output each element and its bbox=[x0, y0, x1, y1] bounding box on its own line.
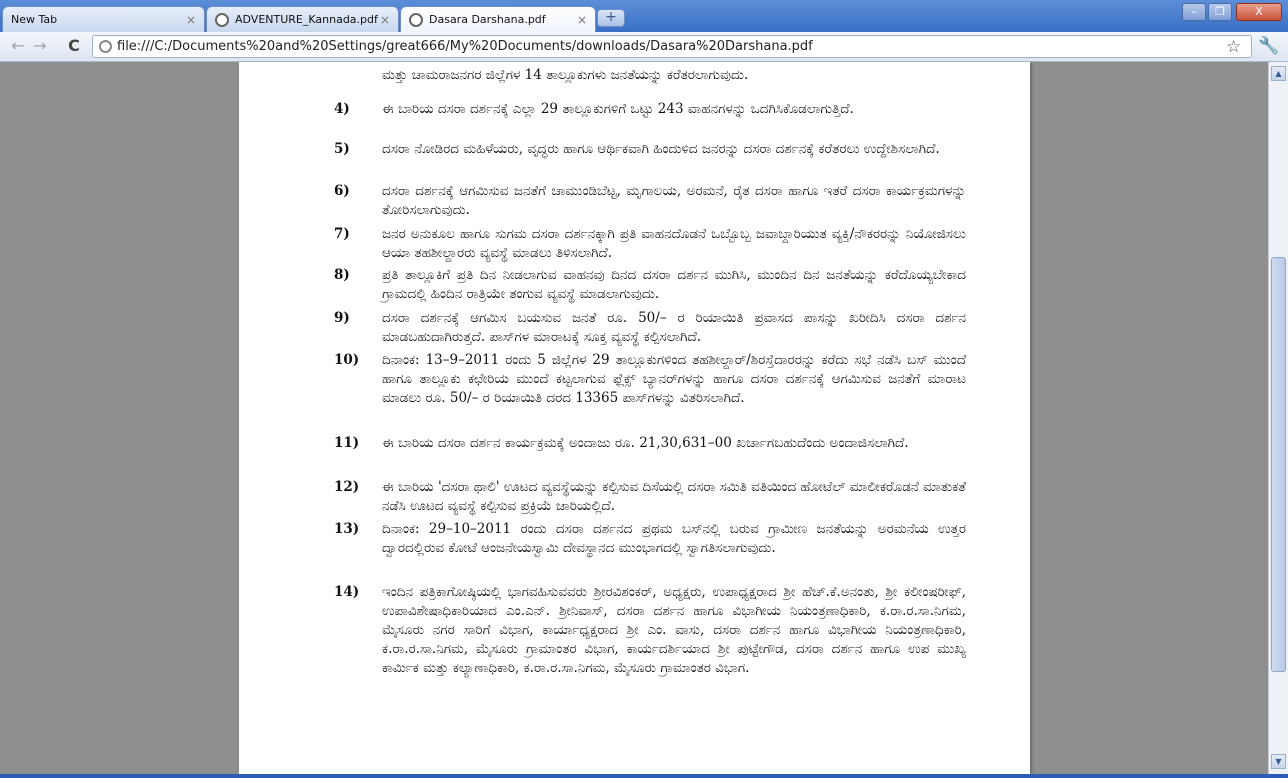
item-text: ಪ್ರತಿ ತಾಲ್ಲೂಕಿಗೆ ಪ್ರತಿ ದಿನ ನೀಡಲಾಗುವ ವಾಹನವು ದಿನದ ದಸರಾ ದರ್ಶನ ಮುಗಿಸಿ, ಮುಂದಿನ ದಿನ ಜನತೆಯನ್ನು ಕರೆದೊಯ್ಯಬೇಕಾದ ಗ್ರಾಮದಲ್ಲಿ ಹಿಂದಿನ ರಾತ್ರಿಯೇ ತಂಗುವ ವ್ಯವಸ್ಥೆ ಮಾಡಲಾಗುವುದು. bbox=[382, 267, 966, 302]
reload-icon[interactable]: C bbox=[68, 36, 80, 55]
item-text: ಈ ಬಾರಿಯ ದಸರಾ ದರ್ಶನ ಕಾರ್ಯಕ್ರಮಕ್ಕೆ ಅಂದಾಜು ರೂ. 21,30,631–00 ಖರ್ಚಾಗಬಹುದೆಂದು ಅಂದಾಜಿಸಲಾಗಿದೆ. bbox=[382, 435, 909, 451]
toolbar bbox=[0, 32, 1288, 62]
scroll-down-icon[interactable]: ▼ bbox=[1271, 754, 1286, 769]
star-icon[interactable]: ☆ bbox=[1226, 37, 1242, 57]
tab-label: ADVENTURE_Kannada.pdf bbox=[235, 13, 378, 26]
forward-icon[interactable]: → bbox=[33, 36, 47, 55]
wrench-icon[interactable]: 🔧 bbox=[1258, 36, 1280, 56]
back-icon[interactable]: ← bbox=[11, 36, 25, 55]
maximize-button[interactable]: ❐ bbox=[1208, 3, 1232, 21]
pdf-page bbox=[239, 62, 1030, 774]
tab-dasara-darshana[interactable] bbox=[400, 6, 596, 32]
address-bar[interactable] bbox=[92, 35, 1252, 58]
tab-adventure-kannada[interactable] bbox=[206, 6, 399, 32]
item-text: ದಿನಾಂಕ: 29–10–2011 ರಂದು ದಸರಾ ದರ್ಶನದ ಪ್ರಥಮ ಬಸ್‌ನಲ್ಲಿ ಬರುವ ಗ್ರಾಮೀಣ ಜನತೆಯನ್ನು ಅರಮನೆಯ ಉತ್ತರ ದ್ವಾರದಲ್ಲಿರುವ ಕೋಟೆ ಆಂಜನೇಯಸ್ವಾಮಿ ದೇವಸ್ಥಾನದ ಮುಂಭಾಗದಲ್ಲಿ ಸ್ವಾಗತಿಸಲಾಗುವುದು. bbox=[382, 521, 966, 556]
tab-label: New Tab bbox=[11, 13, 58, 26]
item-text: ದಸರಾ ದರ್ಶನಕ್ಕೆ ಆಗಮಿಸುವ ಜನತೆಗೆ ಚಾಮುಂಡಿಬೆಟ್ಟ, ಮೃಗಾಲಯ, ಅರಮನೆ, ರೈತ ದಸರಾ ಹಾಗೂ ಇತರೆ ದಸರಾ ಕಾರ್ಯಕ್ರಮಗಳನ್ನು ತೋರಿಸಲಾಗುವುದು. bbox=[382, 183, 966, 218]
new-tab-button[interactable]: + bbox=[597, 9, 625, 27]
tab-close-icon[interactable]: × bbox=[576, 13, 587, 27]
item-text: ಇಂದಿನ ಪತ್ರಿಕಾಗೋಷ್ಠಿಯಲ್ಲಿ ಭಾಗವಹಿಸುವವರು ಶ್ರೀರವಿಶಂಕರ್, ಅಧ್ಯಕ್ಷರು, ಉಪಾಧ್ಯಕ್ಷರಾದ ಶ್ರೀ ಹೆಚ್.ಕೆ.ಅನಂತು, ಶ್ರೀ ಕಲೀಂಷರೀಫ್, ಉಪಾವಿಶೇಷಾಧಿಕಾರಿಯಾದ ಎಂ.ಎನ್. ಶ್ರೀನಿವಾಸ್, ದಸರಾ ದರ್ಶನ ಹಾಗೂ ವಿಭಾಗೀಯ ನಿಯಂತ್ರಣಾಧಿಕಾರಿ, ಕ.ರಾ.ರ.ಸಾ.ನಿಗಮ, ಮೈಸೂರು ನಗರ ಸಾರಿಗೆ ವಿಭಾಗ, ಕಾರ್ಯಾಧ್ಯಕ್ಷರಾದ ಶ್ರೀ ಎಂ. ವಾಸು, ದಸರಾ ದರ್ಶನ ಹಾಗೂ ವಿಭಾಗೀಯ ನಿಯಂತ್ರಣಾಧಿಕಾರಿ, ಕ.ರಾ.ರ.ಸಾ.ನಿಗಮ, ಮೈಸೂರು ಗ್ರಾಮಾಂತರ ವಿಭಾಗ, ಕಾರ್ಯದರ್ಶಿಯಾದ ಶ್ರೀ ಪುಟ್ಟೇಗೌಡ, ದಸರಾ ದರ್ಶನ ಹಾಗೂ ಉಪ ಮುಖ್ಯ ಕಾರ್ಮಿಕ ಮತ್ತು ಕಲ್ಯಾಣಾಧಿಕಾರಿ, ಕ.ರಾ.ರ.ಸಾ.ನಿಗಮ, ಮೈಸೂರು ಗ್ರಾಮಾಂತರ ವಿಭಾಗ. bbox=[382, 584, 966, 676]
item-text: ದಸರಾ ನೋಡಿರದ ಮಹಿಳೆಯರು, ವೃದ್ಧರು ಹಾಗೂ ಆರ್ಥಿಕವಾಗಿ ಹಿಂದುಳಿದ ಜನರನ್ನು ದಸರಾ ದರ್ಶನಕ್ಕೆ ಕರೆತರಲು ಉದ್ದೇಶಿಸಲಾಗಿದೆ. bbox=[382, 141, 940, 157]
url-text: file:///C:/Documents%20and%20Settings/great666/My%20Documents/downloads/Dasara%20Darshana.pdf bbox=[117, 39, 813, 54]
item-number: 9) bbox=[334, 310, 350, 326]
vertical-scrollbar[interactable] bbox=[1268, 62, 1288, 774]
item-number: 13) bbox=[334, 521, 360, 537]
item-text: ದಸರಾ ದರ್ಶನಕ್ಕೆ ಆಗಮಿಸ ಬಯಸುವ ಜನತೆ ರೂ. 50/– ರ ರಿಯಾಯಿತಿ ಪ್ರವಾಸದ ಪಾಸನ್ನು ಖರೀದಿಸಿ ದಸರಾ ದರ್ಶನ ಮಾಡಬಹುದಾಗಿರುತ್ತದೆ. ಪಾಸ್‌ಗಳ ಮಾರಾಟಕ್ಕೆ ಸೂಕ್ತ ವ್ಯವಸ್ಥೆ ಕಲ್ಪಿಸಲಾಗಿದೆ. bbox=[382, 310, 966, 345]
item-number: 12) bbox=[334, 479, 360, 495]
item-number: 5) bbox=[334, 141, 350, 157]
tab-new-tab[interactable] bbox=[2, 6, 205, 32]
item-text: ಈ ಬಾರಿಯ ದಸರಾ ದರ್ಶನಕ್ಕೆ ಎಲ್ಲಾ 29 ತಾಲ್ಲೂಕುಗಳಿಗೆ ಒಟ್ಟು 243 ವಾಹನಗಳನ್ನು ಒದಗಿಸಿಕೊಡಲಾಗುತ್ತಿದೆ. bbox=[382, 101, 854, 117]
item-text: ದಿನಾಂಕ: 13–9–2011 ರಂದು 5 ಜಿಲ್ಲೆಗಳ 29 ತಾಲ್ಲೂಕುಗಳಿಂದ ತಹಶೀಲ್ದಾರ್/ಶಿರಸ್ತೆದಾರರನ್ನು ಕರೆದು ಸಭೆ ನಡೆಸಿ ಬಸ್ ಮುಂದೆ ಹಾಗೂ ತಾಲ್ಲೂಕು ಕಛೇರಿಯ ಮುಂದೆ ಕಟ್ಟಲಾಗುವ ಫ್ಲೆಕ್ಸ್ ಬ್ಯಾನರ್‌ಗಳನ್ನು ಹಾಗೂ ದಸರಾ ದರ್ಶನಕ್ಕೆ ಆಗಮಿಸುವ ಜನತೆಗೆ ಮಾರಾಟ ಮಾಡಲು ರೂ. 50/– ರ ರಿಯಾಯಿತಿ ದರದ 13365 ಪಾಸ್‌ಗಳನ್ನು ವಿತರಿಸಲಾಗಿದೆ. bbox=[382, 352, 966, 406]
item-number: 6) bbox=[334, 183, 350, 199]
page-icon bbox=[99, 40, 112, 53]
scroll-up-icon[interactable]: ▲ bbox=[1271, 66, 1286, 81]
globe-icon bbox=[215, 13, 229, 27]
globe-icon bbox=[409, 13, 423, 27]
item-text: ಜನರ ಅನುಕೂಲ ಹಾಗೂ ಸುಗಮ ದಸರಾ ದರ್ಶನಕ್ಕಾಗಿ ಪ್ರತಿ ವಾಹನದೊಡನೆ ಒಬ್ಬೊಬ್ಬ ಜವಾಬ್ದಾರಿಯುತ ವ್ಯಕ್ತಿ/ನೌಕರರನ್ನು ನಿಯೋಜಿಸಲು ಆಯಾ ತಹಶೀಲ್ದಾರರು ವ್ಯವಸ್ಥೆ ಮಾಡಲು ತಿಳಿಸಲಾಗಿದೆ. bbox=[382, 226, 966, 261]
top-fragment: ಮತ್ತು ಚಾಮರಾಜನಗರ ಜಿಲ್ಲೆಗಳ 14 ತಾಲ್ಲೂಕುಗಳು ಜನತೆಯನ್ನು ಕರೆತರಲಾಗುವುದು. bbox=[382, 67, 749, 83]
pdf-viewport[interactable] bbox=[0, 62, 1268, 774]
scroll-thumb[interactable] bbox=[1271, 257, 1286, 672]
tab-close-icon[interactable]: × bbox=[185, 13, 196, 27]
item-number: 4) bbox=[334, 101, 350, 117]
item-number: 11) bbox=[334, 435, 360, 451]
taskbar-strip bbox=[0, 774, 1288, 778]
tab-label: Dasara Darshana.pdf bbox=[429, 13, 546, 26]
title-bar bbox=[0, 0, 1288, 32]
tab-close-icon[interactable]: × bbox=[379, 13, 390, 27]
item-number: 7) bbox=[334, 226, 350, 242]
item-number: 14) bbox=[334, 584, 360, 600]
item-text: ಈ ಬಾರಿಯ 'ದಸರಾ ಥಾಲಿ' ಊಟದ ವ್ಯವಸ್ಥೆಯನ್ನು ಕಲ್ಪಿಸುವ ದಿಸೆಯಲ್ಲಿ ದಸರಾ ಸಮಿತಿ ವತಿಯಿಂದ ಹೋಟೆಲ್ ಮಾಲೀಕರೊಡನೆ ಮಾತುಕತೆ ನಡೆಸಿ ಊಟದ ವ್ಯವಸ್ಥೆ ಕಲ್ಪಿಸುವ ಪ್ರಕ್ರಿಯೆ ಜಾರಿಯಲ್ಲಿದೆ. bbox=[382, 479, 966, 514]
item-number: 10) bbox=[334, 352, 360, 368]
item-number: 8) bbox=[334, 267, 350, 283]
minimize-button[interactable]: – bbox=[1182, 3, 1206, 21]
close-window-button[interactable]: X bbox=[1236, 3, 1282, 21]
